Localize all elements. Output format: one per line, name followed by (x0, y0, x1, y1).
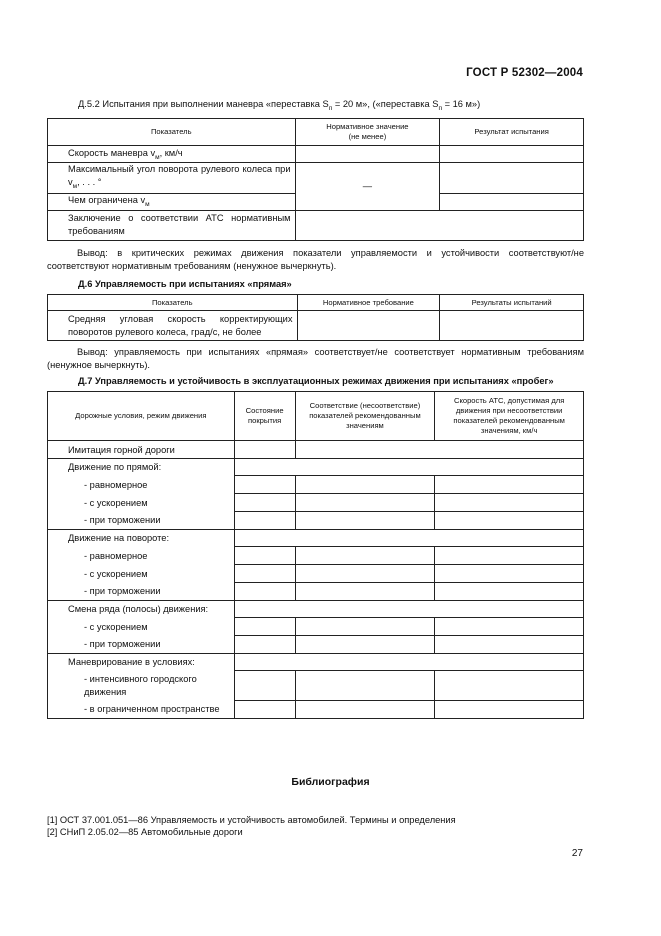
row-label: - интенсивного городского движения (48, 671, 235, 701)
column-header: Результаты испытаний (440, 295, 584, 311)
row-label: - равномерное (48, 476, 235, 494)
bibliography-item: [1] ОСТ 37.001.051—86 Управляемость и устойчивость автомобилей. Термины и определения (47, 815, 456, 825)
row-label: - с ускорением (48, 565, 235, 583)
norm-cell: — (295, 163, 440, 211)
column-header: Скорость АТС, допустимая для движения при несоответствии показателей рекомендованным значениям, км/ч (435, 392, 584, 441)
column-header: Соответствие (несоответствие) показателей рекомендованным значениям (295, 392, 435, 441)
row-label: Максимальный угол поворота рулевого колеса при $v_м$, . . . ° (48, 163, 296, 194)
row-label: - с ускорением (48, 494, 235, 512)
row-label: - в ограниченном пространстве (48, 701, 235, 719)
table-header-row (48, 392, 584, 441)
table-row (48, 494, 584, 512)
column-header: Состояние покрытия (234, 392, 295, 441)
row-label: - равномерное (48, 547, 235, 565)
column-header: Нормативное требование (297, 295, 440, 311)
section-d7-title: Д.7 Управляемость и устойчивость в эксплуатационных режимах движения при испытаниях «пробег» (78, 376, 554, 386)
table-row (48, 701, 584, 719)
d6-conclusion: Вывод: управляемость при испытаниях «прямая» соответствует/не соответствует нормативным требованиям (ненужное вычеркнуть). (47, 347, 584, 370)
norm-cell (295, 146, 440, 163)
table-row (48, 210, 584, 240)
column-header: Дорожные условия, режим движения (48, 392, 235, 441)
d7-table (47, 391, 584, 719)
row-label: Средняя угловая скорость корректирующих поворотов рулевого колеса, град/с, не более (48, 311, 298, 341)
column-header: Результат испытания (440, 119, 584, 146)
row-label: Движение по прямой: (48, 459, 235, 476)
table-header-row (48, 119, 584, 146)
table-row (48, 311, 584, 341)
table-row (48, 636, 584, 654)
bibliography-item: [2] СНиП 2.05.02—85 Автомобильные дороги (47, 827, 243, 837)
column-header: Нормативное значение (не менее) (295, 119, 440, 146)
bibliography-title: Библиография (291, 776, 370, 788)
result-cell (440, 163, 584, 194)
row-label: Движение на повороте: (48, 530, 235, 547)
table-row (48, 476, 584, 494)
row-label: Смена ряда (полосы) движения: (48, 601, 235, 618)
row-label: - при торможении (48, 512, 235, 530)
table-row (48, 146, 584, 163)
group-row (48, 530, 584, 547)
row-label: Маневрирование в условиях: (48, 654, 235, 671)
result-cell (440, 311, 584, 341)
d6-table (47, 294, 584, 341)
column-header: Показатель (48, 295, 298, 311)
table-row (48, 163, 584, 194)
table-row (48, 671, 584, 701)
table-row (48, 565, 584, 583)
result-cell (440, 146, 584, 163)
result-cell (440, 193, 584, 210)
row-label: Чем ограничена $v_м$ (48, 193, 296, 210)
d52-table (47, 118, 584, 241)
norm-cell (297, 311, 440, 341)
table-row (48, 441, 584, 459)
row-label: - с ускорением (48, 618, 235, 636)
table-row (48, 583, 584, 601)
row-label: - при торможении (48, 583, 235, 601)
section-d52-title: Д.5.2 Испытания при выполнении маневра «переставка $S_п = 20$ м», («переставка $S_п = 16$ м») (78, 99, 481, 112)
row-label: Заключение о соответствии АТС нормативным требованиям (48, 210, 296, 240)
table-row (48, 618, 584, 636)
group-row (48, 654, 584, 671)
table-row (48, 547, 584, 565)
group-row (48, 601, 584, 618)
group-row (48, 459, 584, 476)
row-label: Скорость маневра $v_м$, км/ч (48, 146, 296, 163)
conclusion-cell (295, 210, 583, 240)
column-header: Показатель (48, 119, 296, 146)
table-header-row (48, 295, 584, 311)
d52-conclusion: Вывод: в критических режимах движения показатели управляемости и устойчивости соответствуют/не соответствуют нормативным требованиям (ненужное вычеркнуть). (47, 248, 584, 271)
row-label: - при торможении (48, 636, 235, 654)
row-label: Имитация горной дороги (48, 441, 235, 459)
section-d6-title: Д.6 Управляемость при испытаниях «прямая» (78, 279, 292, 289)
page-number: 27 (571, 848, 583, 859)
document-id: ГОСТ Р 52302—2004 (466, 67, 583, 79)
table-row (48, 512, 584, 530)
